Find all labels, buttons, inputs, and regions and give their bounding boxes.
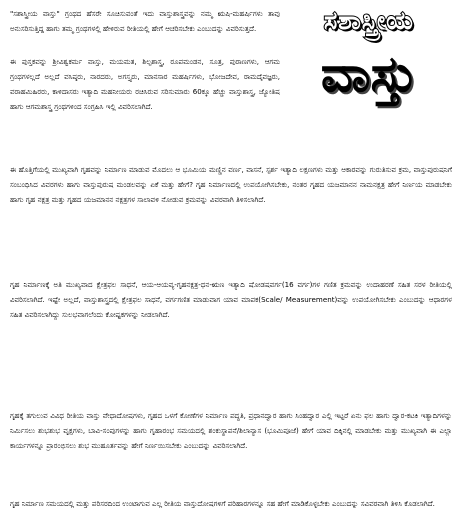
paragraph-intro: "ಸಶಾಸ್ತ್ರೀಯ ವಾಸ್ತು" ಗ್ರಂಥದ ಹೆಸರೇ ಸೂಚಿಸುವಂತೆ ಇದು ವಾಸ್ತುಶಾಸ್ತ್ರವನ್ನು ನಮ್ಮ ಋಷಿ-ಮಹರ್ಷಿಗಳು ತಾವು ಅನುಸರಿಸುತ್ತಿದ್ದ ಹಾಗು ತಮ್ಮ ಗ್ರಂಥಗಳಲ್ಲಿ ಹೇಳಿರುವ ರೀತಿಯಲ್ಲಿ ಹೇಗೆ ಆಚರಿಸಬೇಕು ಎಂಬುದನ್ನು ವಿವರಿಸುತ್ತದೆ. xyxy=(10,9,280,33)
paragraph-land-and-mandala: ಈ ಹೊತ್ತಿಗೆಯಲ್ಲಿ ಮುಖ್ಯವಾಗಿ ಗೃಹವನ್ನು ನಿರ್ಮಾಣ ಮಾಡುವ ಮೊದಲು ಆ ಭೂಮಿಯ ಮಣ್ಣಿನ ವರ್ಣ, ವಾಸನೆ, ಸ್ಪರ್ಶ ಇತ್ಯಾದಿ ಲಕ್ಷಣಗಳು ಮತ್ತು ಆಕಾರವನ್ನು ಗುರುತಿಸುವ ಕ್ರಮ, ವಾಸ್ತುಪುರುಷನಿಗೆ ಸಂಬಂಧಿಸಿದ ವಿವರಗಳು ಹಾಗು ವಾಸ್ತುಪುರುಷ ಮಂಡಲವನ್ನು ಏಕೆ ಮತ್ತು ಹೇಗೆ? ಗೃಹ ನಿರ್ಮಾಣದಲ್ಲಿ ಉಪಯೋಗಿಸಬೇಕು, ನಂತರ ಗೃಹದ ಯಜಮಾನನ ನಾಮನಕ್ಷತ್ರ ಹೇಗೆ ನಿರ್ಣಯ ಮಾಡಬೇಕು ಹಾಗು ಗೃಹ ನಕ್ಷತ್ರ ಮತ್ತು ಗೃಹದ ಯಜಮಾನನ ನಕ್ಷತ್ರಗಳ ಸಾಲಾವಳಿ ನೋಡುವ ಕ್ರಮವನ್ನು ವಿವರವಾಗಿ ತಿಳಿಸಲಾಗಿದೆ. xyxy=(10,165,452,204)
paragraph-sources: ಈ ಪುಸ್ತಕವನ್ನು ಶ್ರೀವಿಶ್ವಕರ್ಮ ವಾಸ್ತು, ಮಯಮತ, ಶಿಲ್ಪಶಾಸ್ತ್ರ, ರೂಪಮಂಡನ, ಸೂತ್ರ, ಪುರಾಣಗಳು, ಆಗಮ ಗ್ರಂಥಗಳಲ್ಲದೆ ಅಲ್ಲದೆ ವಸಿಷ್ಠರು, ನಾರದರು, ಅಗಸ್ತ್ಯರು, ಮಾನಸಾರ ಮಹರ್ಷಿಗಳು, ಭೋಜದೇವ, ರಾಮದೈವಜ್ಞರು, ವರಾಹಮಿಹಿರರು, ಕಾಳಿದಾಸರು ಇತ್ಯಾದಿ ಮಹನೀಯರು ರಚಿಸಿರುವ ಸರಿಸುಮಾರು 60ಕ್ಕೂ ಹೆಚ್ಚು ವಾಸ್ತುಶಾಸ್ತ್ರ, ಜ್ಯೋತಿಷ ಹಾಗು ಆಗಮಶಾಸ್ತ್ರ ಗ್ರಂಥಗಳಿಂದ ಸಂಗ್ರಹಿಸಿ ಇಲ್ಲಿ ವಿವರಿಸಲಾಗಿದೆ. xyxy=(10,57,280,111)
title-logo xyxy=(282,4,456,116)
title-small: ಸಶಾಸ್ತ್ರೀಯ xyxy=(324,6,414,35)
paragraph-defects-and-muhurta: ಗೃಹಕ್ಕೆ ತಗುಲುವ ವಿವಿಧ ರೀತಿಯ ವಾಸ್ತು ವೇಧಾದೋಷಗಳು, ಗೃಹದ ಒಳಗೆ ಕೋಣೆಗಳ ನಿರ್ಮಾಣ ಪದ್ಧತಿ, ಪ್ರಧಾನದ್ವಾರ ಹಾಗು ಸಿಂಹದ್ವಾರ ಎಲ್ಲಿ ಇಟ್ಟರೆ ಏನು ಫಲ ಹಾಗು ದ್ವಾರ-ಕಟಕಿ ಇತ್ಯಾದಿಗಳನ್ನು ನಿರ್ಮಿಸಲು ಶುಭಶುಭ ವೃಕ್ಷಗಳು, ಬಾವಿ-ಸಂಪುಗಳನ್ನು ಹಾಗು ಗೃಹಾರಂಭ ಸಮಯದಲ್ಲಿ ಶಂಕುಸ್ಥಾಪನೆ/ಶಿಲಾನ್ಯಾಸ (ಭೂಮಿಪೂಜೆ) ಹೇಗೆ ಯಾವ ದಿಕ್ಕಿನಲ್ಲಿ ಮಾಡಬೇಕು ಮತ್ತು ಮುಖ್ಯವಾಗಿ ಈ ಎಲ್ಲಾ ಕಾರ್ಯಗಳನ್ನೂ ಪ್ರಾರಂಭಿಸಲು ಶುಭ ಮುಹೂರ್ತವನ್ನು ಹೇಗೆ ನಿರ್ಣಯಿಸಬೇಕು ಎಂಬುದನ್ನು ವಿವರಿಸಲಾಗಿದೆ. xyxy=(10,411,452,450)
paragraph-area-calculation: ಗೃಹ ನಿರ್ಮಾಣಕ್ಕೆ ಅತಿ ಮುಖ್ಯವಾದ ಕ್ಷೇತ್ರಫಲ ಸಾಧನೆ, ಆಯ-ಆಯವ್ಯ-ಗೃಹನಕ್ಷತ್ರ-ಧನ-ಋಣ ಇತ್ಯಾದಿ ಷೋಡಷವರ್ಗ(16 ವರ್ಗ)ಗಳ ಗಣಿತ ಕ್ರಮವನ್ನು ಉದಾಹರಣೆ ಸಹಿತ ಸರಳ ರೀತಿಯಲ್ಲಿ ವಿವರಿಸಲಾಗಿದೆ. ಇಷ್ಟೇ ಅಲ್ಲದೆ, ವಾಸ್ತುಶಾಸ್ತ್ರದಲ್ಲಿ ಕ್ಷೇತ್ರಫಲ ಸಾಧನೆ, ವರ್ಗಗಣಿತ ಮಾಡುವಾಗ ಯಾವ ಮಾಪಕ(Scale/ Measurement)ವನ್ನು ಉಪಯೋಗಿಸಬೇಕು ಎಂಬುದನ್ನು ಆಧಾರಗಳ ಸಹಿತ ವಿವರಿಸಲಾಗಿದ್ದು ಸುಲಭವಾಗಲೆಂದು ಕೋಷ್ಟಕಗಳನ್ನು ನೀಡಲಾಗಿದೆ. xyxy=(10,280,452,319)
paragraph-remedies: ಗೃಹ ನಿರ್ಮಾಣ ಸಮಯದಲ್ಲಿ ಮತ್ತು ಪರಿಸರದಿಂದ ಉಂಟಾಗುವ ಎಲ್ಲ ರೀತಿಯ ವಾಸ್ತುದೋಷಗಳಿಗೆ ಪರಿಹಾರಗಳನ್ನೂ ಸಹ ಹೇಗೆ ಮಾಡಿಕೊಳ್ಳಬೇಕು ಎಂಬುದನ್ನು ಸವಿವರವಾಗಿ ತಿಳಿಸಿ ಕೊಡಲಾಗಿದೆ. xyxy=(10,499,435,508)
title-large: ವಾಸ್ತು xyxy=(320,45,418,103)
